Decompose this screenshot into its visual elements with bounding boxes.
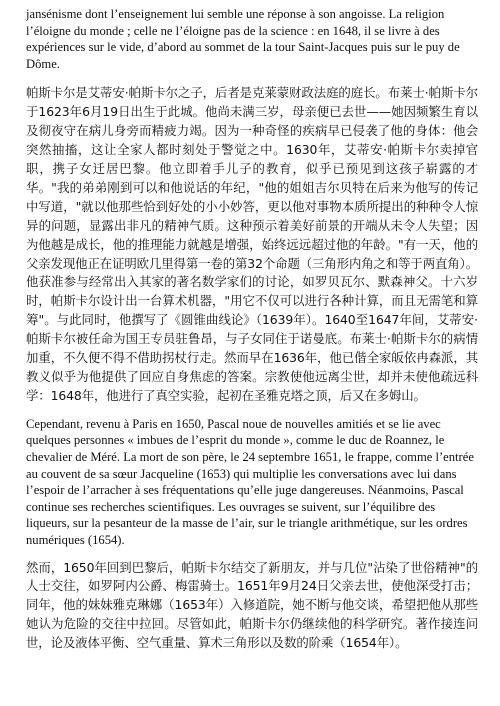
chinese-paragraph-2: 然而，1650年回到巴黎后，帕斯卡尔结交了新朋友，并与几位"沾染了世俗精神"的人士交往，如罗阿内公爵、梅雷骑士。1651年9月24日父亲去世，使他深受打击；同年，他的妹妹雅克琳娜（1653年）入修道院，她不断与他交谈，希望把他从那些她认为危险的交往中拉回。尽管如此，帕斯卡尔仍继续他的科学研究。著作接连问世，论及液体平衡、空气重量、算术三角形以及数的阶乘（1654年）。 xyxy=(26,559,478,651)
french-paragraph-1: jansénisme dont l’enseignement lui semble une réponse à son angoisse. La religion l’éloigne du monde ; celle ne l’éloigne pas de la science : en 1648, il se livre à des expériences sur le vide, d’abord au sommet de la tour Saint-Jacques puis sur le puy de Dôme. xyxy=(26,7,460,71)
chinese-paragraph-1: 帕斯卡尔是艾蒂安·帕斯卡尔之子，后者是克莱蒙财政法庭的庭长。布莱士·帕斯卡尔于1623年6月19日出生于此城。他尚未满三岁，母亲便已去世——她因频繁生育以及彻夜守在病儿身旁而精疲力竭。因为一种奇怪的疾病早已侵袭了他的身体：他会突然抽搐，这让全家人都时刻处于警觉之中。1630年，艾蒂安·帕斯卡尔卖掉官职，携子女迁居巴黎。他立即着手儿子的教育，似乎已预见到这孩子崭露的才华。"我的弟弟刚到可以和他说话的年纪，"他的姐姐吉尔贝特在后来为他写的传记中写道，"就以他那些恰到好处的小小妙答，更以他对事物本质所提出的种种令人惊异的问题，显露出非凡的精神气质。这种预示着美好前景的开端从未令人失望；因为他越是成长，他的推理能力就越是增强，始终远远超过他的年龄。"有一天，他的父亲发现他正在证明欧几里得第一卷的第32个命题（三角形内角之和等于两直角）。他获准参与经常出入其家的著名数学家们的讨论，如罗贝瓦尔、默森神父。十六岁时，帕斯卡尔设计出一台算术机器，"用它不仅可以进行各种计算，而且无需笔和算筹"。与此同时，他撰写了《圆锥曲线论》（1639年）。1640至1647年间，艾蒂安·帕斯卡尔被任命为国王专员驻鲁昂，与子女同住于诺曼底。布莱士·帕斯卡尔的病情加重，不久便不得不借助拐杖行走。然而早在1636年，他已偕全家皈依冉森派，其教义似乎为他提供了回应自身焦虑的答案。宗教使他远离尘世，却并未使他疏远科学：1648年，他进行了真空实验，起初在圣雅克塔之顶，后又在多姆山。 xyxy=(26,85,478,403)
french-paragraph-2: Cependant, revenu à Paris en 1650, Pascal noue de nouvelles amitiés et se lie avec quelques personnes « imbues de l’esprit du monde », comme le duc de Roannez, le chevalier de Méré. La mort de son père, le 24 septembre 1651, le frappe, comme l’entrée au couvent de sa sœur Jacqueline (1653) qui multiplie les conversations avec lui dans l’espoir de l’arracher à ses fréquentations qu’elle juge dangereuses. Néanmoins, Pascal continue ses recherches scientifiques. Les ouvrages se suivent, sur l’équilibre des liqueurs, sur la pesanteur de la masse de l’air, sur le triangle arithmétique, sur les ordres numériques (1654). xyxy=(26,416,474,547)
document-page xyxy=(26,6,478,653)
